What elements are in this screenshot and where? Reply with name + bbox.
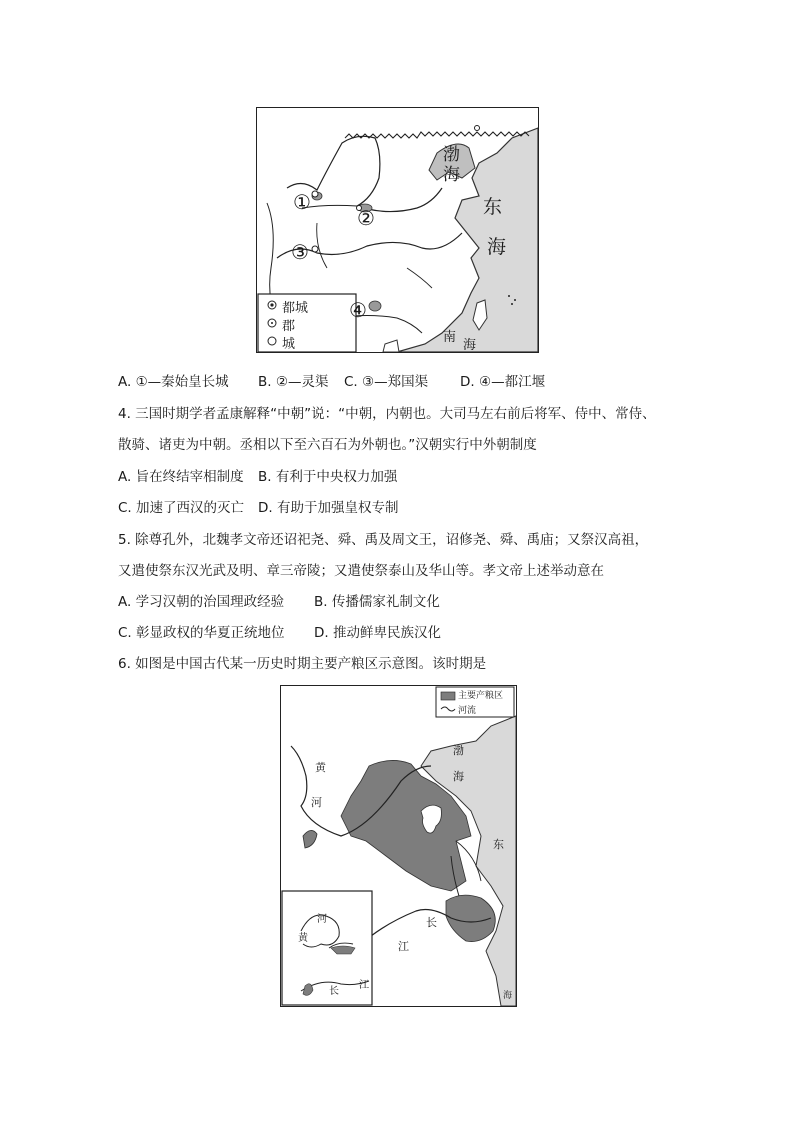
- marker-4: ④: [349, 298, 367, 322]
- inset-chang: 长: [329, 986, 339, 997]
- legend-river: 河流: [458, 706, 477, 716]
- q4-option-d[interactable]: D. 有助于加强皇权专制: [258, 500, 399, 516]
- legend-commandery: 郡: [282, 319, 296, 334]
- q5-option-a[interactable]: A. 学习汉朝的治国理政经验: [118, 594, 285, 610]
- q3-option-a[interactable]: A. ①—秦始皇长城: [118, 374, 229, 390]
- q5-stem-line-1: 5. 除尊孔外，北魏孝文帝还诏祀尧、舜、禹及周文王，诏修尧、舜、禹庙；又祭汉高祖，: [118, 532, 649, 548]
- q5-option-b[interactable]: B. 传播儒家礼制文化: [314, 594, 440, 610]
- marker-1: ①: [293, 190, 311, 214]
- label-jiang: 江: [398, 940, 409, 953]
- q3-option-c[interactable]: C. ③—郑国渠: [344, 374, 429, 390]
- label-donghai-1: 东: [483, 196, 503, 218]
- label-nanhai-2: 海: [463, 338, 477, 353]
- q3-option-d[interactable]: D. ④—都江堰: [460, 374, 546, 390]
- q4-options-row-1: [118, 467, 397, 487]
- label-hai-small: 海: [503, 991, 513, 1001]
- grain-region-map: [280, 685, 517, 1007]
- label-bo: 渤: [453, 744, 464, 757]
- label-dong: 东: [493, 838, 504, 851]
- marker-3: ③: [291, 240, 309, 264]
- q3-option-b[interactable]: B. ②—灵渠: [258, 374, 329, 390]
- label-chang: 长: [426, 916, 437, 929]
- q5-options-row-1: [118, 592, 440, 612]
- map2-drawing: [281, 686, 516, 1006]
- q5-option-c[interactable]: C. 彰显政权的华夏正统地位: [118, 625, 285, 641]
- q4-option-a[interactable]: A. 旨在终结宰相制度: [118, 469, 244, 485]
- inset-he: 河: [317, 914, 327, 925]
- label-huang: 黄: [315, 761, 326, 774]
- q4-options-row-2: [118, 498, 398, 518]
- q3-options: [118, 372, 545, 392]
- marker-2: ②: [357, 206, 375, 230]
- q4-option-b[interactable]: B. 有利于中央权力加强: [258, 469, 398, 485]
- q5-option-d[interactable]: D. 推动鲜卑民族汉化: [314, 625, 441, 641]
- q5-options-row-2: [118, 623, 441, 643]
- q4-stem-line-1: 4. 三国时期学者孟康解释“中朝”说：“中朝，内朝也。大司马左右前后将军、侍中、常侍、: [118, 406, 656, 422]
- legend-grain: 主要产粮区: [458, 691, 504, 701]
- legend-city: 城: [282, 337, 296, 352]
- label-nanhai-1: 南: [443, 330, 457, 345]
- q6-stem: 6. 如图是中国古代某一历史时期主要产粮区示意图。该时期是: [118, 656, 487, 672]
- inset-jiang: 江: [359, 980, 369, 991]
- ancient-projects-map: [256, 107, 539, 353]
- q5-stem-line-2: 又遣使祭东汉光武及明、章三帝陵；又遣使祭泰山及华山等。孝文帝上述举动意在: [118, 563, 604, 579]
- label-bohai-1: 渤: [443, 145, 460, 165]
- label-hai: 海: [453, 770, 464, 783]
- inset-huang: 黄: [298, 933, 308, 944]
- label-he: 河: [311, 796, 322, 809]
- q4-option-c[interactable]: C. 加速了西汉的灭亡: [118, 500, 245, 516]
- label-bohai-2: 海: [443, 165, 460, 185]
- label-donghai-2: 海: [487, 236, 507, 258]
- q4-stem-line-2: 散骑、诸吏为中朝。丞相以下至六百石为外朝也。”汉朝实行中外朝制度: [118, 437, 537, 453]
- legend-capital: 都城: [282, 301, 309, 316]
